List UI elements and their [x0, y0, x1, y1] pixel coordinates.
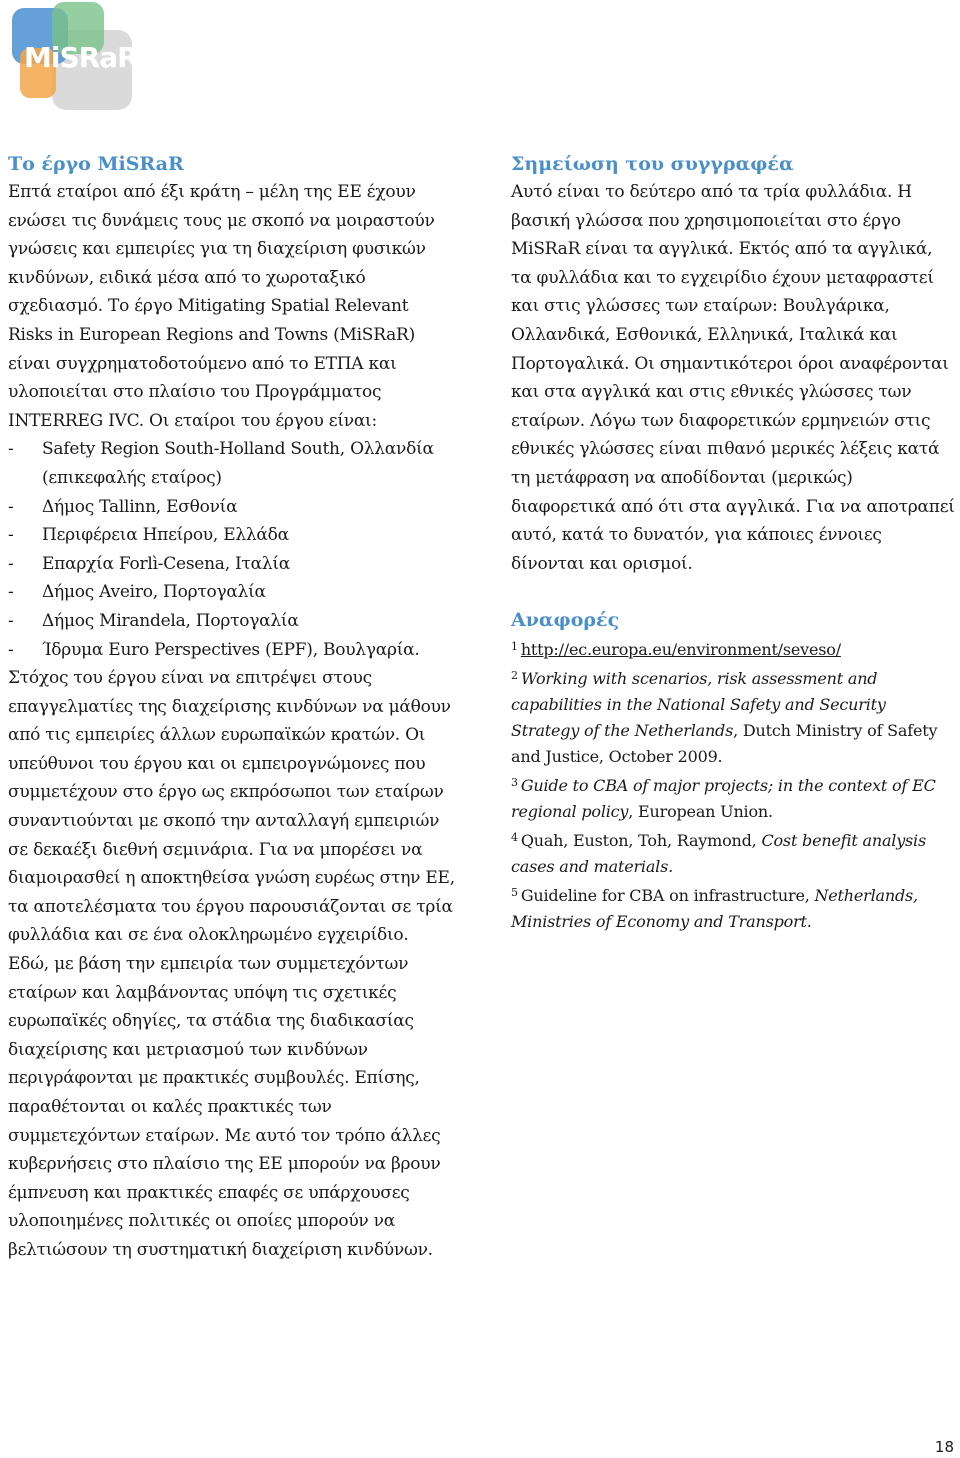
partner-item: - Περιφέρεια Ηπείρου, Ελλάδα — [8, 525, 289, 546]
misrar-logo — [6, 2, 136, 114]
project-closing: Εδώ, με βάση την εμπειρία των συμμετεχόντων εταίρων και λαμβάνοντας υπόψη τις σχετικές ευρωπαϊκές οδηγίες, τα στάδια της διαδικασίας διαχείρισης και μετριασμού των κινδύνων περιγράφονται με πρακτικές συμβουλές. Επίσης, παραθέτονται οι καλές πρακτικές των συμμετεχόντων εταίρων. Με αυτό τον τρόπο άλλες κυβερνήσεις στο πλαίσιο της ΕΕ μπορούν να βρουν έμπνευση και πρακτικές επαφές σε υπάρχουσες υλοποιημένες πολιτικές οι οποίες μπορούν να βελτιώσουν τη συστηματική διαχείριση κινδύνων. — [8, 954, 441, 1260]
project-heading: Το έργο MiSRaR — [8, 153, 184, 175]
partner-list — [8, 435, 458, 664]
reference-2: $^2$ Working with scenarios, risk assessment and capabilities in the National Safety and Security Strategy of the Netherlands, Dutch Ministry of Safety and Justice, October 2009. — [511, 669, 938, 767]
references-heading: Αναφορές — [511, 609, 620, 632]
partner-item: - Επαρχία Forlì-Cesena, Ιταλία — [8, 553, 291, 574]
author-note: Αυτό είναι το δεύτερο από τα τρία φυλλάδια. Η βασική γλώσσα που χρησιμοποιείται στο έργο MiSRaR είναι τα αγγλικά. Εκτός από τα αγγλικά, τα φυλλάδια και το εγχειρίδιο έχουν μεταφραστεί και στις γλώσσες των εταίρων: Βουλγάρικα, Ολλανδικά, Εσθονικά, Ελληνικά, Ιταλικά και Πορτογαλικά. Οι σημαντικότεροι όροι αναφέρονται και στα αγγλικά και στις εθνικές γλώσσες των εταίρων. Λόγω των διαφορετικών ερμηνειών στις εθνικές γλώσσες είναι πιθανό μερικές λέξεις κατά τη μετάφραση να αποδίδονται (μερικώς) διαφορετικά από ότι στα αγγλικά. Για να αποτραπεί αυτό, κατά το δυνατόν, για κάποιες έννοιες δίνονται και ορισμοί. — [511, 182, 955, 574]
partner-item: - Safety Region South-Holland South, Ολλανδία (επικεφαλής εταίρος) — [8, 439, 434, 488]
partner-item: - Δήμος Mirandela, Πορτογαλία — [8, 610, 299, 631]
partner-item: - Δήμος Aveiro, Πορτογαλία — [8, 582, 266, 603]
partner-item: - Ίδρυμα Euro Perspectives (EPF), Βουλγαρία. — [8, 639, 420, 660]
project-goal: Στόχος του έργου είναι να επιτρέψει στους επαγγελματίες της διαχείρισης κινδύνων να μάθουν από τις εμπειρίες άλλων ευρωπαϊκών κρατών. Οι υπεύθυνοι του έργου και οι εμπειρογνώμονες που συμμετέχουν στο έργο ως εκπρόσωποι των εταίρων συναντιούνται με σκοπό την ανταλλαγή εμπειριών σε δεκαέξι διεθνή σεμινάρια. Για να μπορέσει να διαμοιρασθεί η αποκτηθείσα γνώση ευρέως στην ΕΕ, τα αποτελέσματα του έργου παρουσιάζονται σε τρία φυλλάδια και σε ένα ολοκληρωμένο εγχειρίδιο. — [8, 668, 455, 946]
reference-4: $^4$ Quah, Euston, Toh, Raymond, Cost benefit analysis cases and materials. — [511, 831, 926, 877]
reference-1: $^1$ http://ec.europa.eu/environment/seveso/ — [511, 640, 841, 660]
left-column — [8, 150, 458, 1265]
reference-5: $^5$ Guideline for CBA on infrastructure, Netherlands, Ministries of Economy and Transport. — [511, 886, 918, 932]
author-note-heading: Σημείωση του συγγραφέα — [511, 153, 794, 175]
right-column — [511, 150, 956, 935]
reference-link[interactable]: http://ec.europa.eu/environment/seveso/ — [520, 640, 841, 660]
page-number: 18 — [934, 1438, 954, 1456]
project-intro: Επτά εταίροι από έξι κράτη – μέλη της ΕΕ έχουν ενώσει τις δυνάμεις τους με σκοπό να μοιραστούν γνώσεις και εμπειρίες για τη διαχείριση φυσικών κινδύνων, ειδικά μέσα από το χωροταξικό σχεδιασμό. Το έργο Mitigating Spatial Relevant Risks in European Regions and Towns (MiSRaR) είναι συγχρηματοδοτούμενο από το ΕΤΠΑ και υλοποιείται στο πλαίσιο του Προγράμματος INTERREG IVC. Οι εταίροι του έργου είναι: — [8, 182, 435, 431]
reference-3: $^3$ Guide to CBA of major projects; in the context of EC regional policy, European Union. — [511, 776, 936, 822]
svg-text:MiSRaR: MiSRaR — [24, 41, 136, 74]
partner-item: - Δήμος Tallinn, Εσθονία — [8, 496, 238, 517]
